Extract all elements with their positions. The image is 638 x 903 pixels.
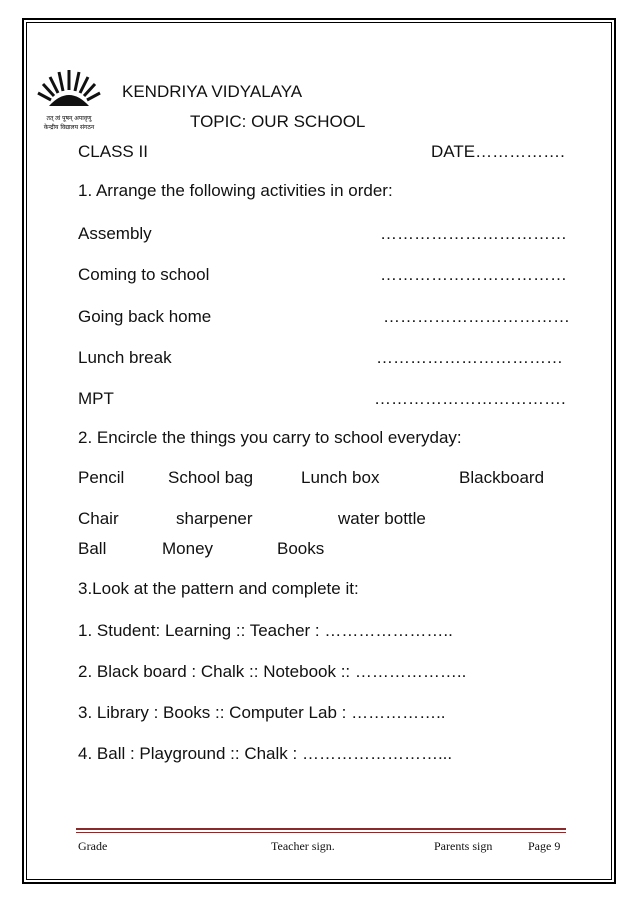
class-label: CLASS II [78,142,148,161]
q1-item-label: Assembly [78,224,152,243]
q1-answer-blank[interactable]: …………………………… [380,224,567,243]
q2-option[interactable]: Books [277,539,325,558]
q1-item-label: Going back home [78,307,212,326]
q1-item-label: Coming to school [78,265,210,284]
q2-option[interactable]: sharpener [176,509,253,528]
footer-rule-thin [76,832,566,833]
q1-answer-blank[interactable]: …………………………… [376,348,563,367]
q3-pattern-item[interactable]: 1. Student: Learning :: Teacher : ………………….. [78,621,453,640]
q2-option[interactable]: Pencil [78,468,125,487]
teacher-sign-label: Teacher sign. [271,839,335,853]
q1-item-label: Lunch break [78,348,172,367]
q3-pattern-item[interactable]: 4. Ball : Playground :: Chalk : ……………………... [78,744,453,763]
date-field[interactable]: DATE……………. [431,142,565,161]
parents-sign-label: Parents sign [434,839,493,853]
topic-title: TOPIC: OUR SCHOOL [190,112,366,131]
q1-answer-blank[interactable]: ……………………………. [374,389,566,408]
q2-option[interactable]: water bottle [338,509,426,528]
q3-title: 3.Look at the pattern and complete it: [78,579,359,598]
q2-title: 2. Encircle the things you carry to school everyday: [78,428,462,447]
q1-item-label: MPT [78,389,114,408]
q1-answer-blank[interactable]: …………………………… [380,265,567,284]
school-name: KENDRIYA VIDYALAYA [122,82,303,101]
q3-pattern-item[interactable]: 2. Black board : Chalk :: Notebook :: ……………….. [78,662,467,681]
q2-option[interactable]: School bag [168,468,254,487]
q3-pattern-item[interactable]: 3. Library : Books :: Computer Lab : …………….. [78,703,446,722]
q2-option[interactable]: Ball [78,539,107,558]
svg-text:केन्द्रीय विद्यालय संगठन: केन्द्रीय विद्यालय संगठन [43,124,95,131]
svg-text:तत् त्वं पूषन् अपावृणु: तत् त्वं पूषन् अपावृणु [46,115,92,122]
page-number: Page 9 [528,839,561,853]
q1-title: 1. Arrange the following activities in order: [78,181,393,200]
kendriya-vidyalaya-logo [32,62,107,134]
grade-label: Grade [78,839,108,853]
q2-option[interactable]: Blackboard [459,468,545,487]
q2-option[interactable]: Money [162,539,214,558]
q2-option[interactable]: Lunch box [301,468,380,487]
q1-answer-blank[interactable]: …………………………… [383,307,570,326]
footer-rule [76,828,566,830]
q2-option[interactable]: Chair [78,509,119,528]
